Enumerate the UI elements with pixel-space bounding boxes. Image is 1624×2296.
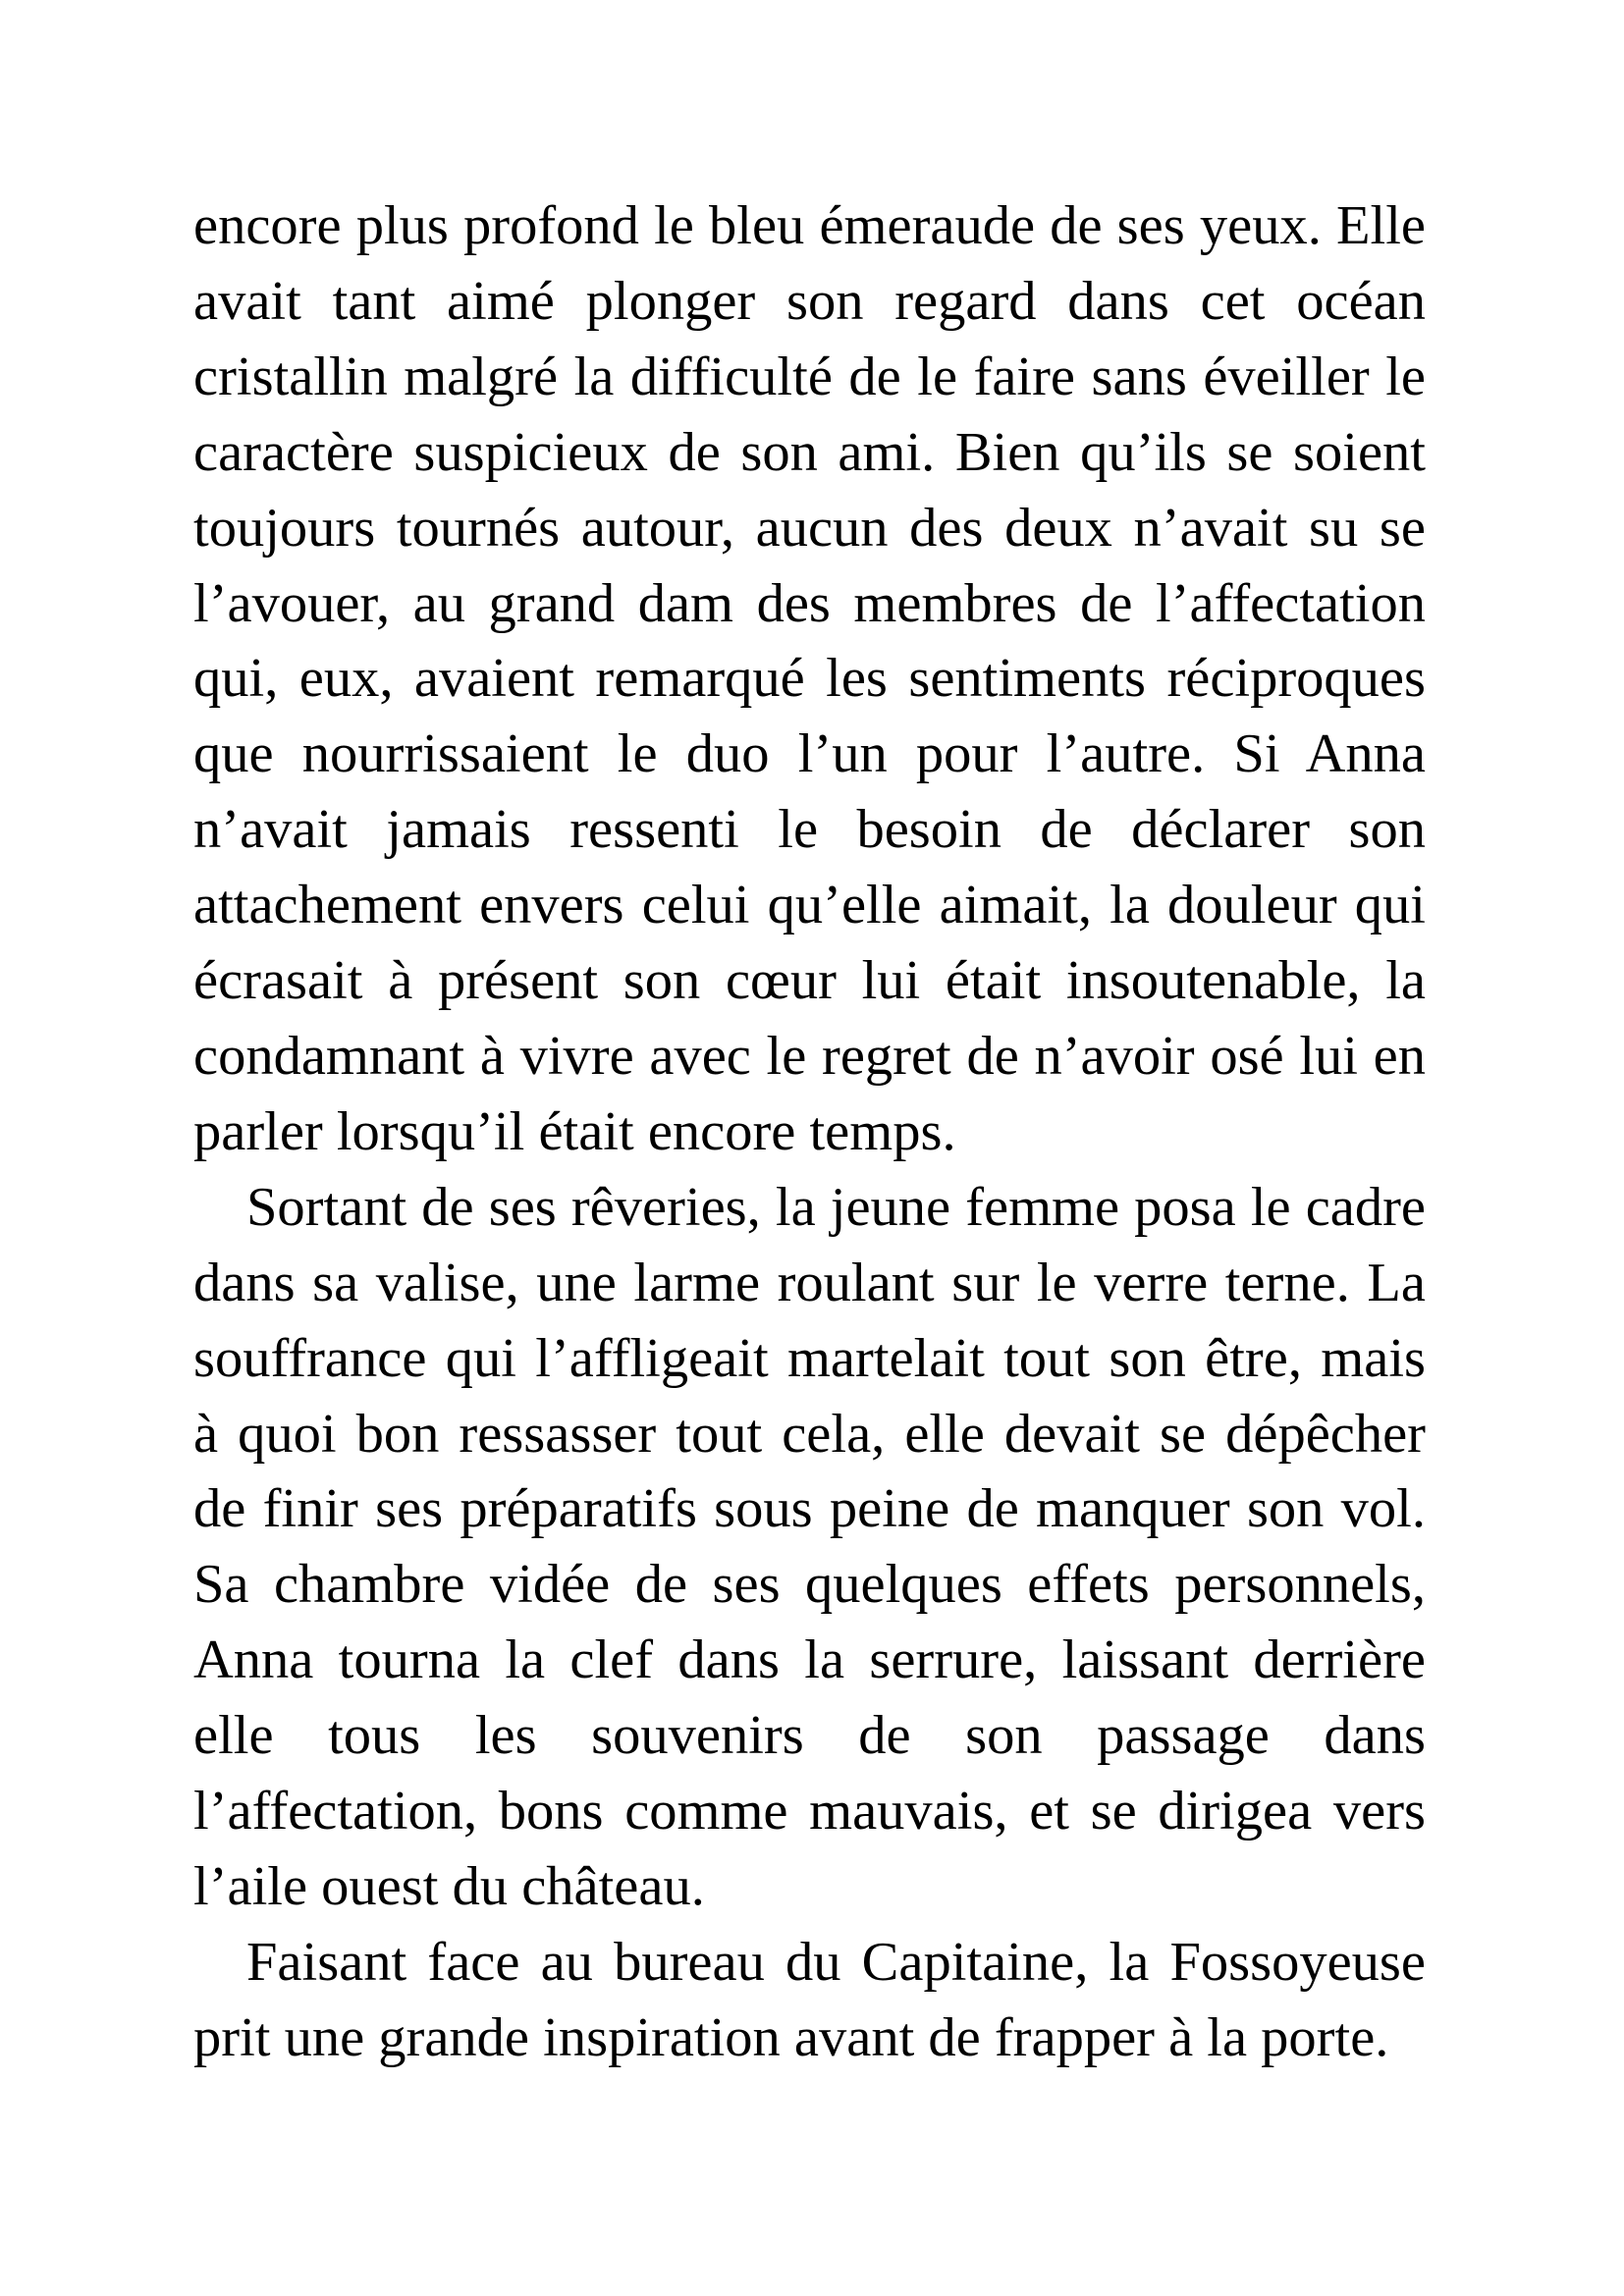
paragraph: encore plus profond le bleu émeraude de ses yeux. Elle avait tant aimé plonger son regard dans cet océan cristallin malgré la difficulté de le faire sans éveiller le caractère suspicieux de son ami. Bien qu’ils se soient toujours tournés autour, aucun des deux n’avait su se l’avouer, au grand dam des membres de l’affectation qui, eux, avaient remarqué les sentiments réciproques que nourrissaient le duo l’un pour l’autre. Si Anna n’avait jamais ressenti le besoin de déclarer son attachement envers celui qu’elle aimait, la douleur qui écrasait à présent son cœur lui était insoutenable, la condamnant à vivre avec le regret de n’avoir osé lui en parler lorsqu’il était encore temps. [193, 195, 1426, 1162]
paragraph: Faisant face au bureau du Capitaine, la Fossoyeuse prit une grande inspiration avant de frapper à la porte. [193, 1931, 1426, 2068]
page-text [193, 188, 1426, 2076]
paragraph: Sortant de ses rêveries, la jeune femme posa le cadre dans sa valise, une larme roulant sur le verre terne. La souffrance qui l’affligeait martelait tout son être, mais à quoi bon ressasser tout cela, elle devait se dépêcher de finir ses préparatifs sous peine de manquer son vol. Sa chambre vidée de ses quelques effets personnels, Anna tourna la clef dans la serrure, laissant derrière elle tous les souvenirs de son passage dans l’affectation, bons comme mauvais, et se dirigea vers l’aile ouest du château. [193, 1176, 1426, 1917]
